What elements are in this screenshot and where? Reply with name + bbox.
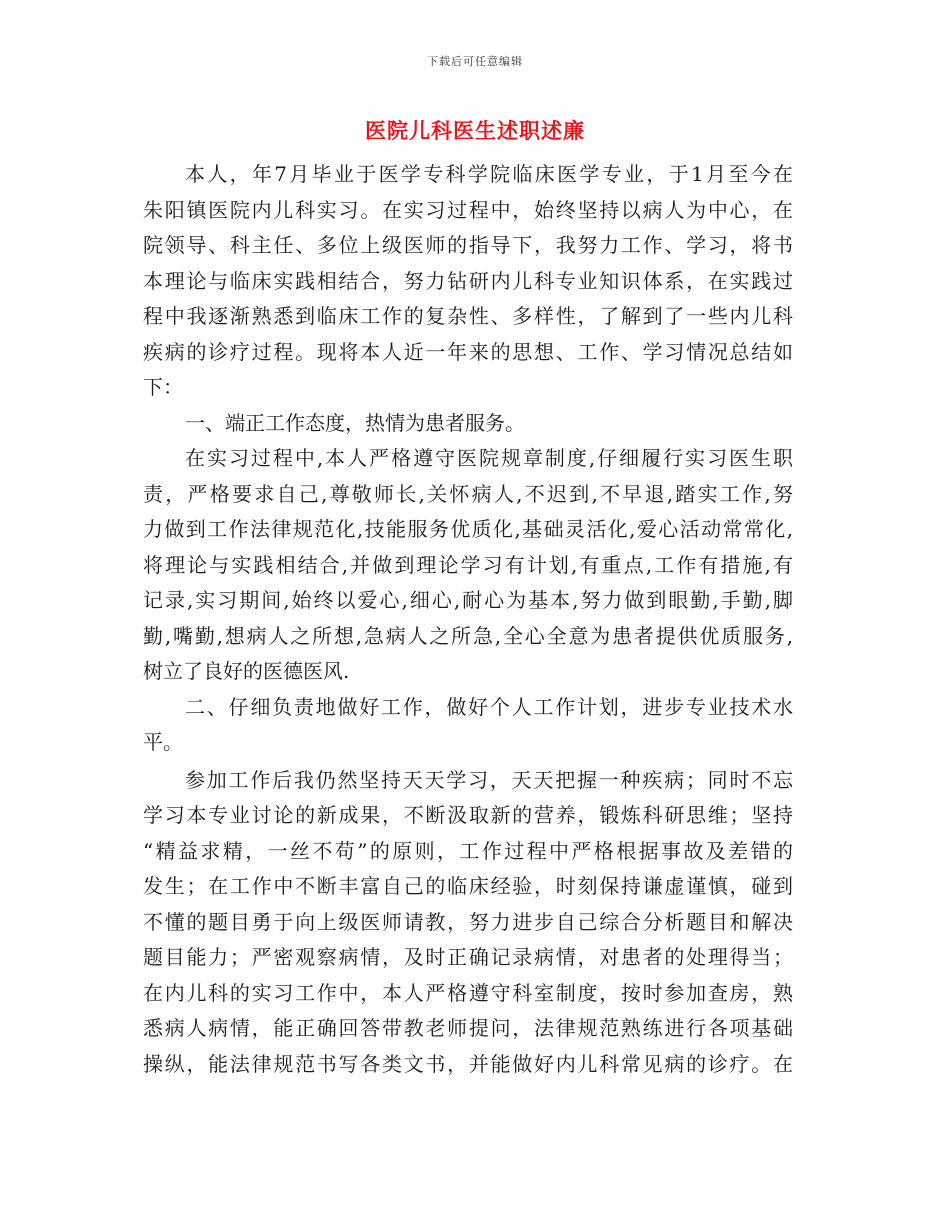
text-line: 不懂的题目勇于向上级医师请教，努力进步自己综合分析题目和解决: [143, 909, 793, 934]
text-line: 发生；在工作中不断丰富自己的临床经验，时刻保持谦虚谨慎，碰到: [143, 874, 793, 898]
text-line: 力做到工作法律规范化,技能服务优质化,基础灵活化,爱心活动常常化,: [143, 517, 793, 541]
text-line: 悉病人病情，能正确回答带教老师提问，法律规范熟练进行各项基础: [143, 1016, 793, 1040]
document-title: 医院儿科医生述职述廉: [365, 118, 585, 143]
paragraph-section-1: [143, 441, 793, 690]
text-line: 程中我逐渐熟悉到临床工作的复杂性、多样性，了解到了一些内儿科: [143, 304, 793, 328]
text-line: 朱阳镇医院内儿科实习。在实习过程中，始终坚持以病人为中心，在: [143, 197, 793, 222]
text-line: 平。: [143, 730, 183, 754]
text-line: 操纵，能法律规范书写各类文书，并能做好内儿科常见病的诊疗。在: [143, 1051, 793, 1076]
text-line: 将理论与实践相结合,并做到理论学习有计划,有重点,工作有措施,有: [143, 552, 793, 577]
text-line: 勤,嘴勤,想病人之所想,急病人之所急,全心全意为患者提供优质服务,: [143, 623, 793, 648]
section-heading-1: [143, 406, 793, 442]
section-heading-2: [143, 690, 793, 761]
text-line: 下：: [143, 375, 183, 399]
text-line: 本人，年7月毕业于医学专科学院临床医学专业，于1月至今在: [185, 162, 793, 186]
text-line: 责，严格要求自己,尊敬师长,关怀病人,不迟到,不早退,踏实工作,努: [143, 481, 793, 506]
paragraph-section-2: [143, 763, 793, 1083]
text-line: 院领导、科主任、多位上级医师的指导下，我努力工作、学习，将书: [143, 233, 793, 257]
paragraph-intro: [143, 157, 793, 406]
text-line: 二、仔细负责地做好工作，做好个人工作计划，进步专业技术水: [185, 694, 793, 719]
page-header-note: 下载后可任意编辑: [427, 55, 523, 68]
text-line: 本理论与临床实践相结合，努力钻研内儿科专业知识体系，在实践过: [143, 268, 793, 293]
text-line: 记录,实习期间,始终以爱心,细心,耐心为基本,努力做到眼勤,手勤,脚: [143, 588, 793, 612]
text-line: 学习本专业讨论的新成果，不断汲取新的营养，锻炼科研思维；坚持: [143, 803, 793, 827]
text-line: 题目能力；严密观察病情，及时正确记录病情，对患者的处理得当；: [143, 945, 793, 969]
text-line: 一、端正工作态度，热情为患者服务。: [185, 410, 525, 435]
document-body: [143, 157, 793, 1082]
text-line: “精益求精，一丝不苟”的原则，工作过程中严格根据事故及差错的: [143, 838, 793, 863]
text-line: 树立了良好的医德医风.: [143, 659, 350, 683]
text-line: 参加工作后我仍然坚持天天学习，天天把握一种疾病；同时不忘: [185, 767, 793, 792]
text-line: 在内儿科的实习工作中，本人严格遵守科室制度，按时参加查房，熟: [143, 980, 793, 1005]
text-line: 在实习过程中,本人严格遵守医院规章制度,仔细履行实习医生职: [185, 446, 793, 470]
text-line: 疾病的诊疗过程。现将本人近一年来的思想、工作、学习情况总结如: [143, 339, 793, 364]
